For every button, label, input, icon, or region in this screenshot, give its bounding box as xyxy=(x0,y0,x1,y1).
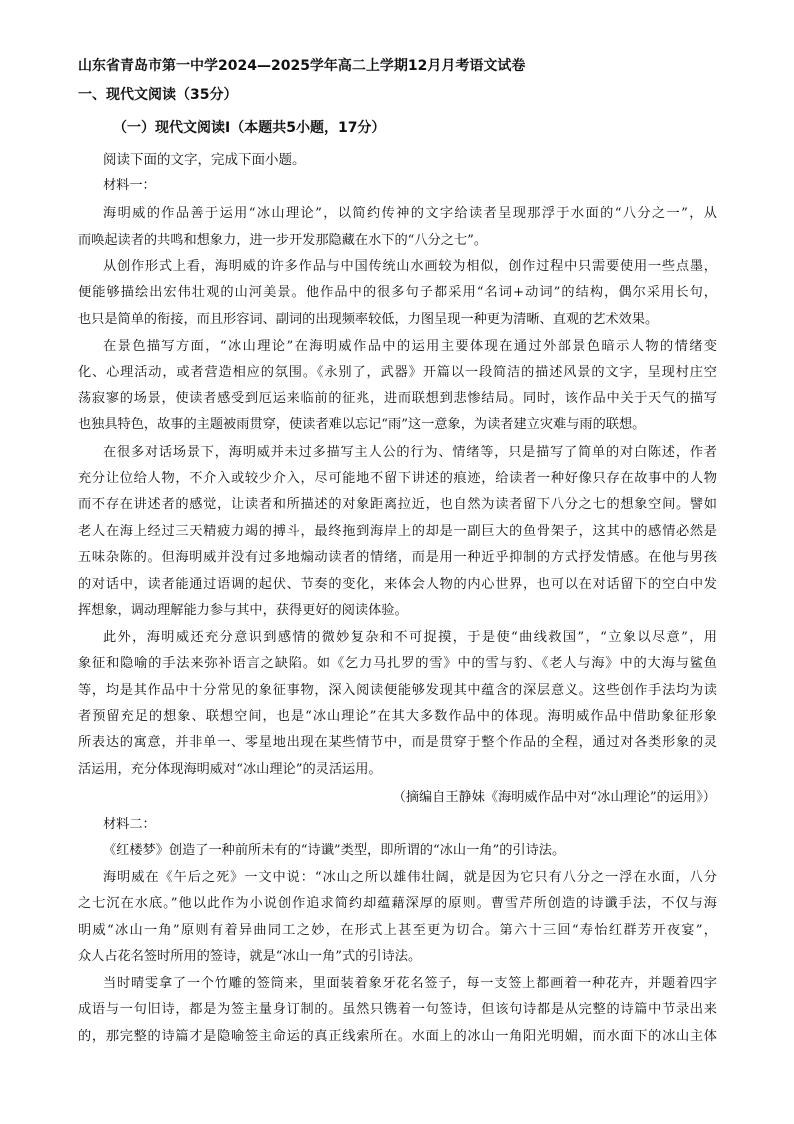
material-2-line: 当时晴雯拿了一个竹雕的签筒来，里面装着象牙花名签子，每一支签上都画着一种花卉，并题着四字 xyxy=(103,976,717,991)
section-heading: 一、现代文阅读（35分） xyxy=(78,87,238,103)
material-1-line: 荡寂寥的场景，使读者感受到厄运来临前的征兆，进而联想到悲惨结局。同时，该作品中关于天气的描写 xyxy=(78,391,717,406)
reading-instruction: 阅读下面的文字，完成下面小题。 xyxy=(103,152,306,168)
material-1-line: 而不存在讲述者的感觉，让读者和所描述的对象距离拉近，也自然为读者留下八分之七的想象空间。譬如 xyxy=(78,497,717,512)
material-1-line: 所表达的寓意，并非单一、零星地出现在某些情节中，而是贯穿于整个作品的全程，通过对各类形象的灵 xyxy=(78,735,717,750)
material-1-line: 便能够描绘出宏伟壮观的山河美景。他作品中的很多句子都采用“名词+动词”的结构，偶尔采用长句， xyxy=(78,285,717,300)
material-1-line: 化、心理活动，或者营造相应的氛围。《永别了，武器》开篇以一段简洁的描述风景的文字，呈现村庄空 xyxy=(78,365,717,380)
material-2-label: 材料二： xyxy=(103,817,156,832)
exam-title: 山东省青岛市第一中学2024—2025学年高二上学期12月月考语文试卷 xyxy=(78,58,526,74)
material-1-line: 而唤起读者的共鸣和想象力，进一步开发那隐藏在水下的“八分之七”。 xyxy=(78,233,488,248)
material-1-label: 材料一： xyxy=(103,178,156,193)
material-1-line: 也独具特色，故事的主题被雨贯穿，使读者难以忘记“雨”这一意象，为读者建立灾难与雨的联想。 xyxy=(78,417,646,432)
material-1-line: 充分让位给人物，不介入或较少介入，尽可能地不留下讲述的痕迹，给读者一种好像只存在故事中的人物 xyxy=(78,471,717,486)
material-1-line: 老人在海上经过三天精疲力竭的搏斗，最终拖到海岸上的却是一副巨大的鱼骨架子，这其中的感情必然是 xyxy=(78,524,717,539)
material-1-line: 者预留充足的想象、联想空间，也是“冰山理论”在其大多数作品中的体现。海明威作品中借助象征形象 xyxy=(78,709,717,724)
material-1-line: 海明威的作品善于运用“冰山理论”，以简约传神的文字给读者呈现那浮于水面的“八分之一”，从 xyxy=(103,206,717,221)
material-1-line: 在景色描写方面，“冰山理论”在海明威作品中的运用主要体现在通过外部景色暗示人物的情绪变 xyxy=(103,339,717,354)
material-1-line: 此外，海明威还充分意识到感情的微妙复杂和不可捉摸，于是使“曲线救国”，“立象以尽意”，用 xyxy=(103,630,717,645)
material-1-line: 象征和隐喻的手法来弥补语言之缺陷。如《乞力马扎罗的雪》中的雪与豹、《老人与海》中的大海与鲨鱼 xyxy=(78,656,717,671)
material-1-line: 挥想象，调动理解能力参与其中，获得更好的阅读体验。 xyxy=(78,603,408,618)
material-1-line: 也只是简单的衔接，而且形容词、副词的出现频率较低，力图呈现一种更为清晰、直观的艺术效果。 xyxy=(78,312,659,327)
material-1-line: 五味杂陈的。但海明威并没有过多地煽动读者的情绪，而是用一种近乎抑制的方式抒发情感。在他与男孩 xyxy=(78,550,717,565)
material-2-line: 众人占花名签时所用的签诗，就是“冰山一角”式的引诗法。 xyxy=(78,949,422,964)
material-2-line: 成语与一句旧诗，都是为签主量身订制的。虽然只镌着一句签诗，但该句诗都是从完整的诗篇中节录出来 xyxy=(78,1002,717,1017)
material-2-line: 明威“冰山一角”原则有着异曲同工之妙，在形式上甚至更为切合。第六十三回“寿怡红群芳开夜宴”， xyxy=(78,923,717,938)
subsection-heading: （一）现代文阅读Ⅰ（本题共5小题，17分） xyxy=(113,120,386,136)
material-1-line: 从创作形式上看，海明威的许多作品与中国传统山水画较为相似，创作过程中只需要使用一些点墨， xyxy=(103,259,717,274)
material-1-source: （摘编自王静妹《海明威作品中对“冰山理论”的运用》） xyxy=(392,790,716,805)
material-1-line: 活运用，充分体现海明威对“冰山理论”的灵活运用。 xyxy=(78,762,382,777)
material-2-line: 《红楼梦》创造了一种前所未有的“诗谶”类型，即所谓的“冰山一角”的引诗法。 xyxy=(103,843,566,858)
material-2-line: 的，那完整的诗篇才是隐喻签主命运的真正线索所在。水面上的冰山一角阳光明媚，而水面下的冰山主体 xyxy=(78,1029,717,1044)
material-1-line: 的对话中，读者能通过语调的起伏、节奏的变化，来体会人物的内心世界，也可以在对话留下的空白中发 xyxy=(78,577,717,592)
material-1-line: 在很多对话场景下，海明威并未过多描写主人公的行为、情绪等，只是描写了简单的对白陈述，作者 xyxy=(103,445,717,460)
material-1-line: 等，均是其作品中十分常见的象征事物，深入阅读便能够发现其中蕴含的深层意义。这些创作手法均为读 xyxy=(78,683,717,698)
material-2-line: 海明威在《午后之死》一文中说：“冰山之所以雄伟壮阔，就是因为它只有八分之一浮在水面，八分 xyxy=(103,870,717,885)
material-2-line: 之七沉在水底。”他以此作为小说创作追求简约却蕴藉深厚的原则。曹雪芹所创造的诗谶手法，不仅与海 xyxy=(78,896,717,911)
